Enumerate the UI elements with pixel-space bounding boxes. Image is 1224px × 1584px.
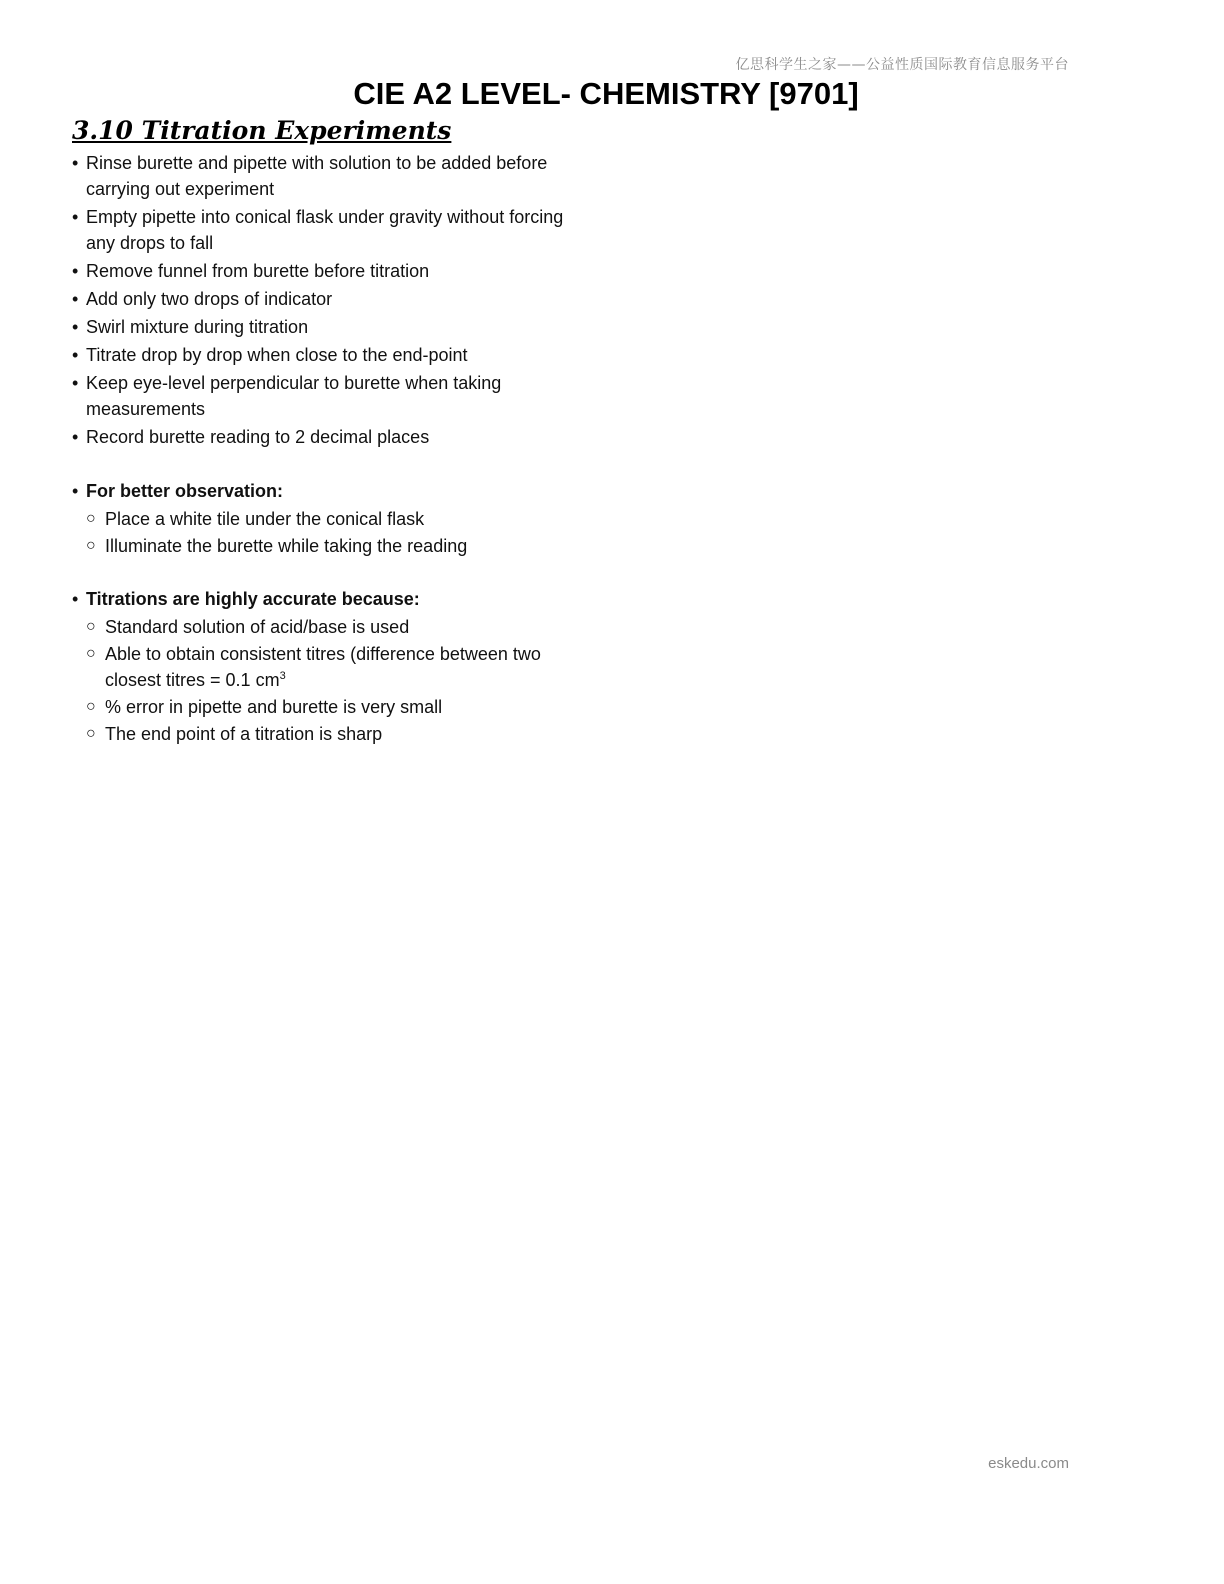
bullet-item xyxy=(72,204,592,256)
bullet-item xyxy=(72,314,592,340)
accuracy-heading: Titrations are highly accurate because: xyxy=(86,589,420,609)
superscript-three: 3 xyxy=(279,670,286,682)
bullet-text: Remove funnel from burette before titration xyxy=(86,261,430,281)
bullet-symbol: • xyxy=(72,261,79,281)
bullet-item xyxy=(72,150,592,202)
sub-item xyxy=(72,614,592,640)
sub-item xyxy=(72,721,592,747)
bullet-item xyxy=(72,286,592,312)
observation-heading: For better observation: xyxy=(86,481,284,501)
content-body xyxy=(72,150,592,748)
sub-item-text: Illuminate the burette while taking the reading xyxy=(105,536,468,556)
bullet-symbol: • xyxy=(72,289,79,309)
sub-item-text: Standard solution of acid/base is used xyxy=(105,617,410,637)
bullet-symbol: • xyxy=(72,373,79,393)
footer-site: eskedu.com xyxy=(988,1455,1069,1472)
sub-item xyxy=(72,506,592,532)
bullet-symbol: • xyxy=(72,427,79,447)
bullet-text: Swirl mixture during titration xyxy=(86,317,309,337)
bullet-text: Empty pipette into conical flask under gravity without forcing any drops to fall xyxy=(86,207,564,253)
sub-item-text: Place a white tile under the conical flask xyxy=(105,509,425,529)
header-watermark: 亿思科学生之家——公益性质国际教育信息服务平台 xyxy=(735,57,1069,73)
spacer xyxy=(72,560,592,586)
sub-item xyxy=(72,694,592,720)
bullet-item xyxy=(72,342,592,368)
sub-bullet-symbol: ○ xyxy=(86,698,96,715)
sub-item-text: % error in pipette and burette is very small xyxy=(105,697,443,717)
bullet-item xyxy=(72,370,592,422)
accuracy-heading-item xyxy=(72,586,592,612)
bullet-symbol: • xyxy=(72,153,79,173)
bullet-item xyxy=(72,258,592,284)
bullet-symbol: • xyxy=(72,207,79,227)
bullet-text: Add only two drops of indicator xyxy=(86,289,333,309)
bullet-symbol: • xyxy=(72,317,79,337)
document-title: CIE A2 LEVEL- CHEMISTRY [9701] xyxy=(353,76,859,111)
sub-bullet-symbol: ○ xyxy=(86,645,96,662)
bullet-text: Rinse burette and pipette with solution to be added before carrying out experiment xyxy=(86,153,548,199)
bullet-item xyxy=(72,424,592,450)
sub-item-text: The end point of a titration is sharp xyxy=(105,724,383,744)
sub-item-text: Able to obtain consistent titres (difference between two closest titres = 0.1 cm xyxy=(105,644,541,690)
sub-bullet-symbol: ○ xyxy=(86,510,96,527)
section-heading: 3.10 Titration Experiments xyxy=(72,116,452,145)
bullet-symbol: • xyxy=(72,481,79,501)
bullet-symbol: • xyxy=(72,589,79,609)
sub-bullet-symbol: ○ xyxy=(86,618,96,635)
bullet-text: Record burette reading to 2 decimal places xyxy=(86,427,430,447)
sub-bullet-symbol: ○ xyxy=(86,725,96,742)
bullet-text: Keep eye-level perpendicular to burette when taking measurements xyxy=(86,373,502,419)
bullet-text: Titrate drop by drop when close to the end-point xyxy=(86,345,468,365)
sub-item xyxy=(72,533,592,559)
sub-item xyxy=(72,641,592,693)
observation-heading-item xyxy=(72,478,592,504)
spacer xyxy=(72,452,592,478)
sub-bullet-symbol: ○ xyxy=(86,537,96,554)
bullet-symbol: • xyxy=(72,345,79,365)
